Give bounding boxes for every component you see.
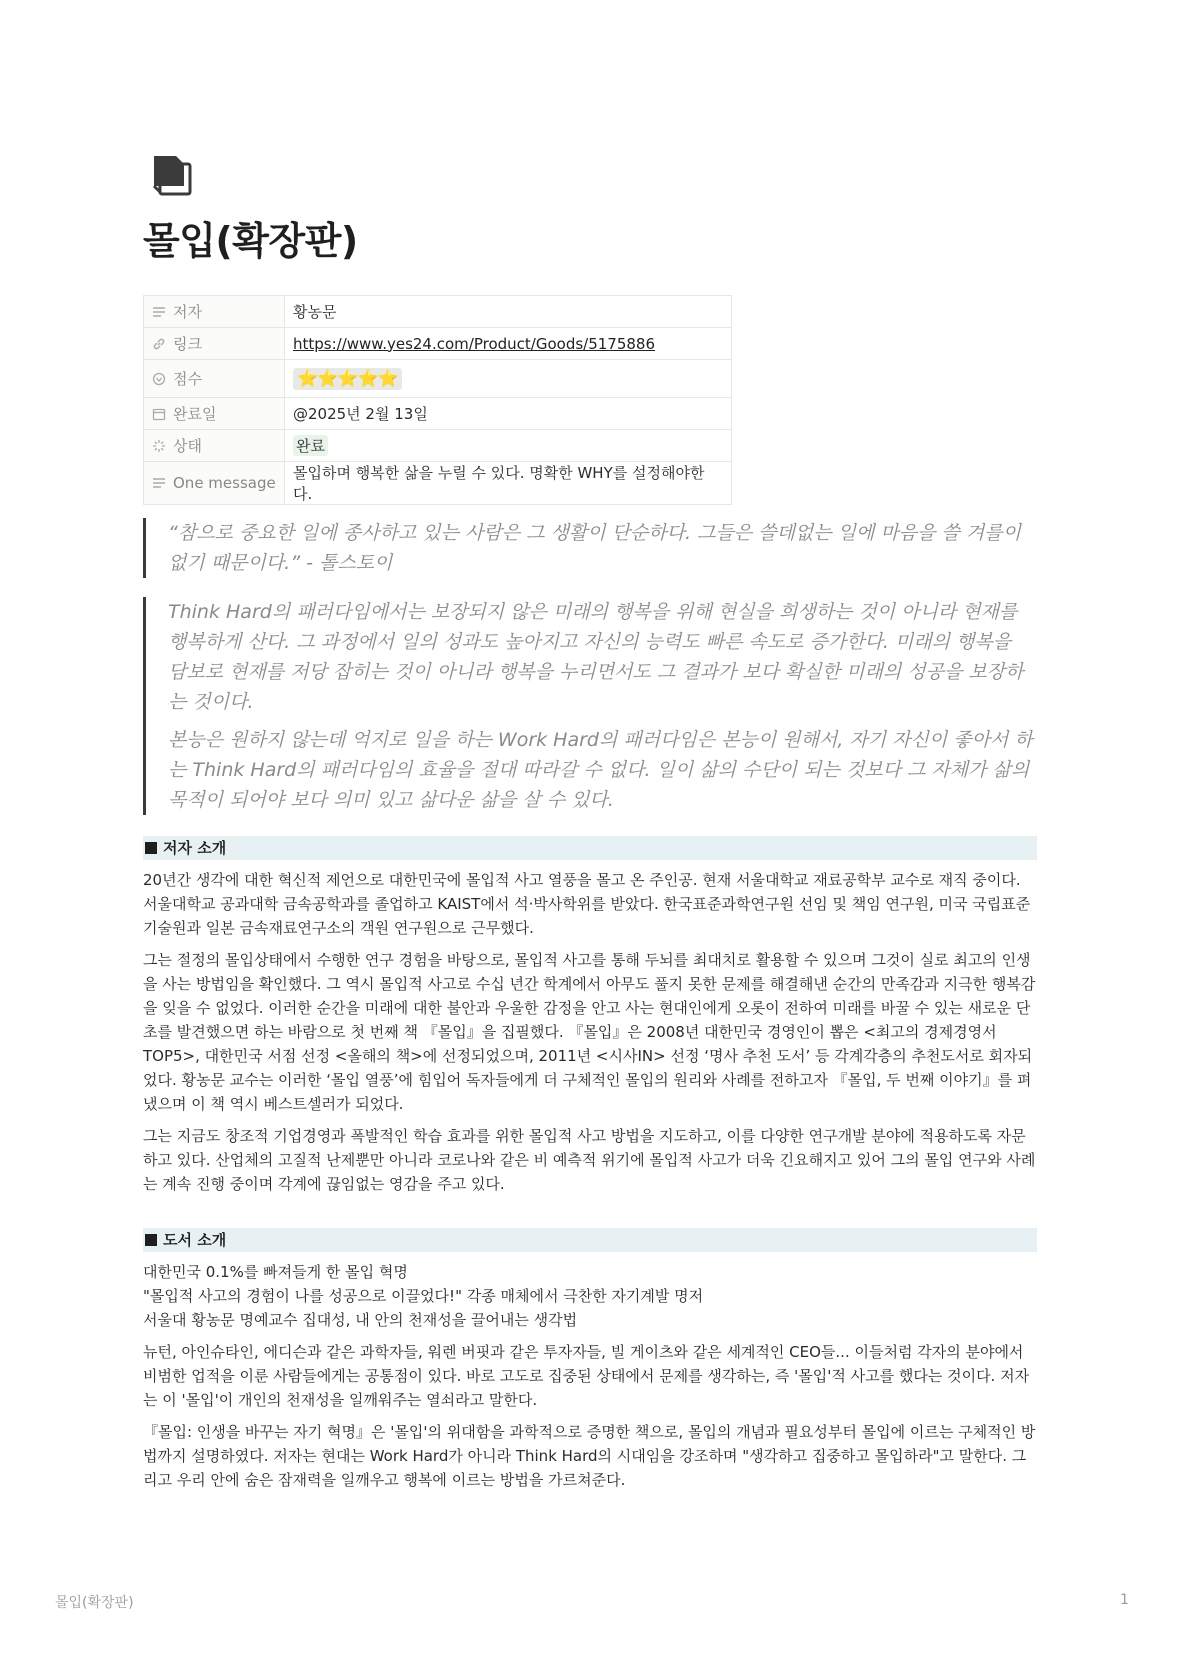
property-key: 링크	[144, 328, 285, 360]
circle-select-icon	[152, 372, 166, 386]
text-lines-icon	[152, 476, 166, 490]
book-stack-icon[interactable]	[150, 152, 194, 196]
text-lines-icon	[152, 305, 166, 319]
author-value[interactable]: 황농문	[285, 296, 732, 328]
status-badge[interactable]: 완료	[293, 435, 328, 456]
paragraph: 『몰입: 인생을 바꾸는 자기 혁명』은 '몰입'의 위대함을 과학적으로 증명한 책으로, 몰입의 개념과 필요성부터 몰입에 이르는 구체적인 방법까지 설명하였다. 저자는 현대는 Work Hard가 아니라 Think Hard의 시대임을 강조하며 "생각하고 집중하고 몰입하라"고 말한다. 그리고 우리 안에 숨은 잠재력을 일깨우고 행복에 이르는 방법을 가르쳐준다.	[143, 1423, 1036, 1489]
page-title: 몰입(확장판)	[143, 219, 358, 263]
calendar-icon	[152, 407, 166, 421]
square-bullet-icon	[145, 1234, 157, 1246]
quote-text: “참으로 중요한 일에 종사하고 있는 사람은 그 생활이 단순하다. 그들은 쓸데없는 일에 마음을 쓸 겨를이 없기 때문이다.” - 톨스토이	[168, 522, 1021, 574]
book-intro	[143, 1260, 1037, 1500]
author-intro	[143, 868, 1037, 1204]
tagline: 서울대 황농문 명예교수 집대성, 내 안의 천재성을 끌어내는 생각법	[143, 1311, 578, 1329]
completed-date-value[interactable]: @2025년 2월 13일	[285, 398, 732, 430]
paragraph: 20년간 생각에 대한 혁신적 제언으로 대한민국에 몰입적 사고 열풍을 몰고 온 주인공. 현재 서울대학교 재료공학부 교수로 재직 중이다. 서울대학교 공과대학 금속공학과를 졸업하고 KAIST에서 석·박사학위를 받았다. 한국표준과학연구원 선임 및 책임 연구원, 미국 국립표준기술원과 일본 금속재료연구소의 객원 연구원으로 근무했다.	[143, 871, 1031, 937]
section-heading-author: 저자 소개	[143, 836, 1037, 860]
star-rating-chip[interactable]: ⭐⭐⭐⭐⭐	[293, 368, 402, 390]
paragraph: 뉴턴, 아인슈타인, 에디슨과 같은 과학자들, 워렌 버핏과 같은 투자자들, 빌 게이츠와 같은 세계적인 CEO들... 이들처럼 각자의 분야에서 비범한 업적을 이룬 사람들에게는 공통점이 있다. 바로 고도로 집중된 상태에서 문제를 생각하는, 즉 '몰입'적 사고를 했다는 것이다. 저자는 이 '몰입'이 개인의 천재성을 일깨워주는 열쇠라고 말한다.	[143, 1343, 1030, 1409]
property-row-score[interactable]	[144, 360, 732, 398]
section-heading-book: 도서 소개	[143, 1228, 1037, 1252]
status-value[interactable]	[285, 430, 732, 462]
property-key: 상태	[144, 430, 285, 462]
status-loader-icon	[152, 439, 166, 453]
link-value[interactable]	[285, 328, 732, 360]
tagline: 대한민국 0.1%를 빠져들게 한 몰입 혁명	[143, 1263, 408, 1281]
property-key: One message	[144, 462, 285, 505]
page-number: 1	[1120, 1592, 1129, 1608]
properties-table	[143, 295, 732, 505]
property-key: 완료일	[144, 398, 285, 430]
score-value[interactable]	[285, 360, 732, 398]
tagline: "몰입적 사고의 경험이 나를 성공으로 이끌었다!" 각종 매체에서 극찬한 자기계발 명저	[143, 1287, 704, 1305]
link-icon	[152, 337, 166, 351]
quote-paragraph: Think Hard의 패러다임에서는 보장되지 않은 미래의 행복을 위해 현실을 희생하는 것이 아니라 현재를 행복하게 산다. 그 과정에서 일의 성과도 높아지고 자신의 능력도 빠른 속도로 증가한다. 미래의 행복을 담보로 현재를 저당 잡히는 것이 아니라 행복을 누리면서도 그 결과가 보다 확실한 미래의 성공을 보장하는 것이다.	[168, 601, 1024, 713]
paragraph: 그는 절정의 몰입상태에서 수행한 연구 경험을 바탕으로, 몰입적 사고를 통해 두뇌를 최대치로 활용할 수 있으며 그것이 실로 최고의 인생을 사는 방법임을 확인했다. 그 역시 몰입적 사고로 수십 년간 학계에서 아무도 풀지 못한 문제를 해결해낸 순간의 만족감과 지극한 행복감을 잊을 수 없었다. 이러한 순간을 미래에 대한 불안과 우울한 감정을 안고 사는 현대인에게 오롯이 전하여 미래를 바꿀 수 있는 새로운 단초를 발견했으면 하는 바람으로 첫 번째 책 『몰입』을 집필했다. 『몰입』은 2008년 대한민국 경영인이 뽑은 <최고의 경제경영서 TOP5>, 대한민국 서점 선정 <올해의 책>에 선정되었으며, 2011년 <시사IN> 선정 ‘명사 추천 도서’ 등 각계각층의 추천도서로 회자되었다. 황농문 교수는 이러한 ‘몰입 열풍’에 힘입어 독자들에게 더 구체적인 몰입의 원리와 사례를 전하고자 『몰입, 두 번째 이야기』를 펴냈으며 이 책 역시 베스트셀러가 되었다.	[143, 951, 1036, 1113]
property-key: 점수	[144, 360, 285, 398]
quote-think-hard	[143, 597, 1034, 815]
quote-paragraph: 본능은 원하지 않는데 억지로 일을 하는 Work Hard의 패러다임은 본능이 원해서, 자기 자신이 좋아서 하는 Think Hard의 패러다임의 효율을 절대 따라갈 수 없다. 일이 삶의 수단이 되는 것보다 그 자체가 삶의 목적이 되어야 보다 의미 있고 삶다운 삶을 살 수 있다.	[168, 729, 1033, 811]
property-row-completed-date[interactable]	[144, 398, 732, 430]
square-bullet-icon	[145, 842, 157, 854]
property-key: 저자	[144, 296, 285, 328]
property-row-one-message[interactable]	[144, 462, 732, 505]
property-row-author[interactable]	[144, 296, 732, 328]
yes24-link[interactable]: https://www.yes24.com/Product/Goods/5175886	[293, 334, 656, 353]
property-row-link[interactable]	[144, 328, 732, 360]
footer-title: 몰입(확장판)	[55, 1595, 134, 1611]
one-message-value[interactable]: 몰입하며 행복한 삶을 누릴 수 있다. 명확한 WHY를 설정해야한다.	[285, 462, 732, 505]
quote-tolstoy	[143, 518, 1034, 578]
property-row-status[interactable]	[144, 430, 732, 462]
paragraph: 그는 지금도 창조적 기업경영과 폭발적인 학습 효과를 위한 몰입적 사고 방법을 지도하고, 이를 다양한 연구개발 분야에 적용하도록 자문하고 있다. 산업체의 고질적 난제뿐만 아니라 코로나와 같은 비 예측적 위기에 몰입적 사고가 더욱 긴요해지고 있어 그의 몰입 연구와 사례는 계속 진행 중이며 각계에 끊임없는 영감을 주고 있다.	[143, 1127, 1036, 1193]
